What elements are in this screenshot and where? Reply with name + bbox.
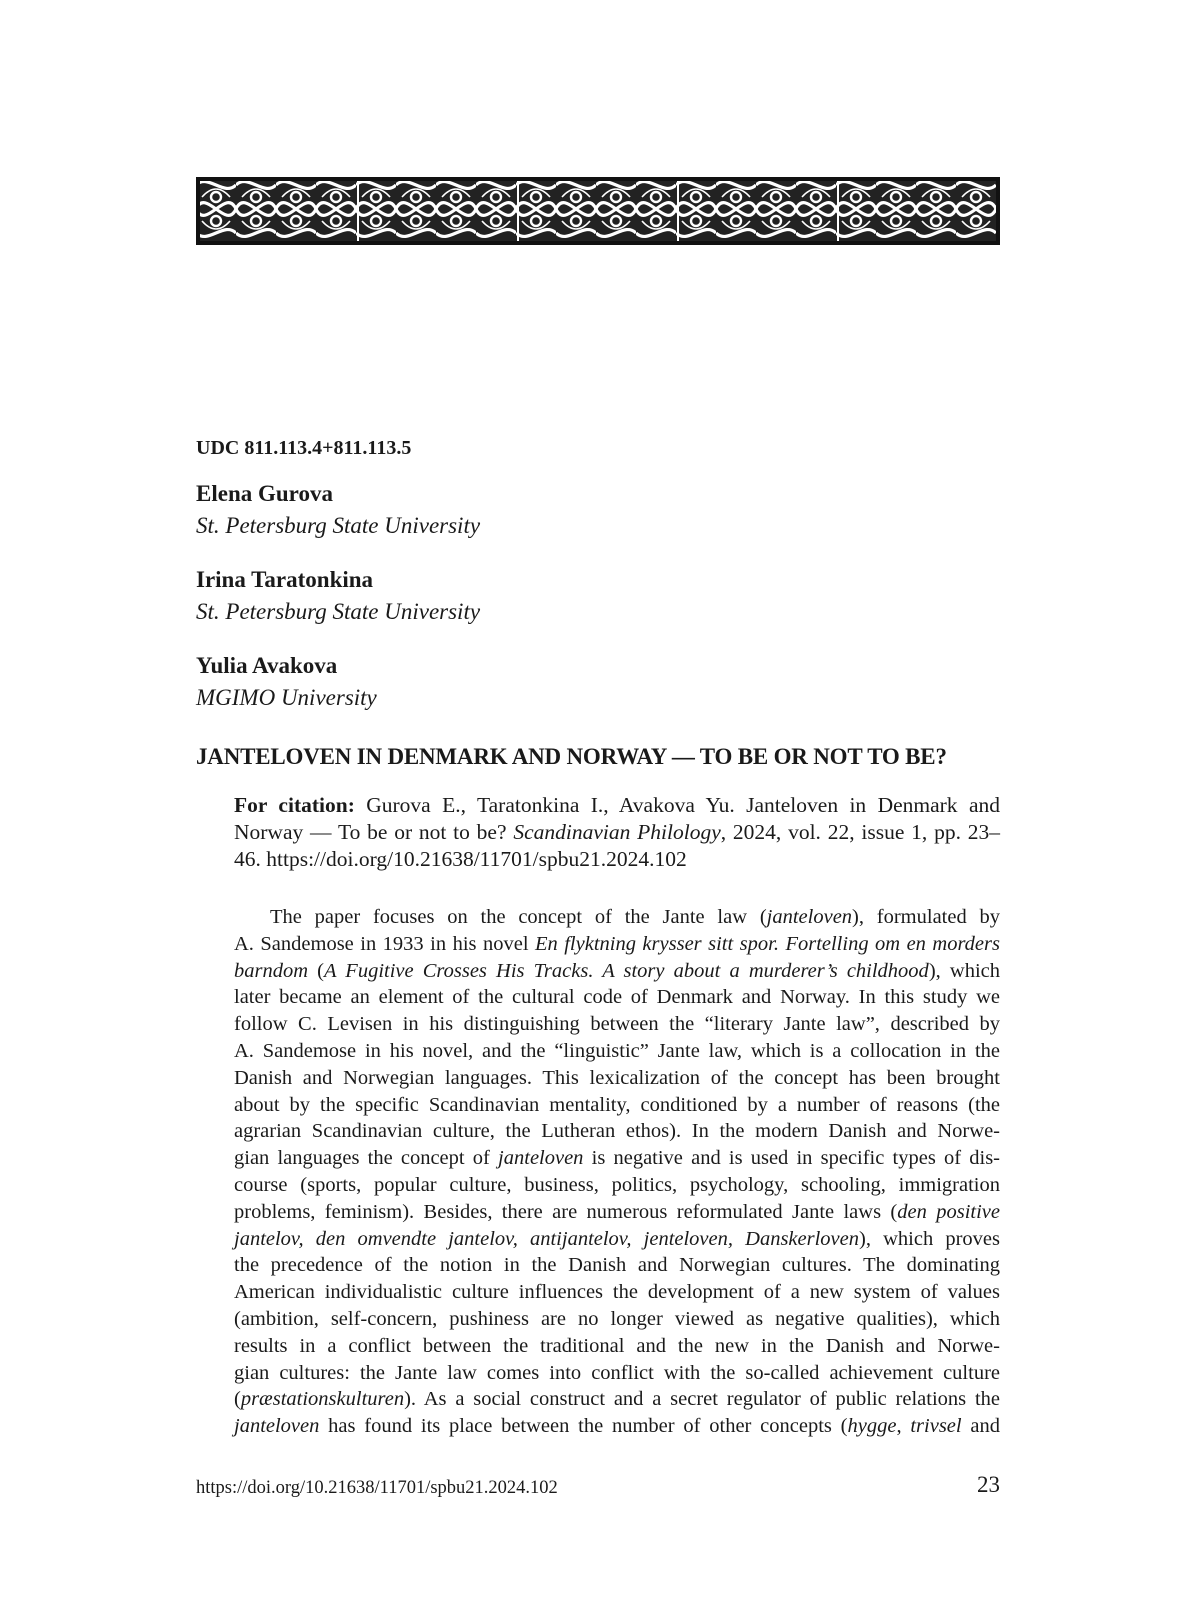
abstract-line: results in a conflict between the traditional and the new in the Danish and Norwe- [234,1334,1000,1357]
abstract-line: A. Sandemose in his novel, and the “linguistic” Jante law, which is a collocation in the [234,1039,1000,1062]
citation-journal: Scandinavian Philology [513,820,721,844]
author-name: Irina Taratonkina [196,567,374,592]
abstract-line: A. Sandemose in 1933 in his novel En flyktning krysser sitt spor. Fortelling om en morders [234,932,1000,955]
author-block [196,564,480,628]
footer-doi-link[interactable]: https://doi.org/10.21638/11701/spbu21.2024.102 [196,1478,558,1498]
celtic-knotwork-band-icon [196,177,1000,245]
udc-code: UDC 811.113.4+811.113.5 [196,437,412,459]
abstract-line: The paper focuses on the concept of the Jante law (janteloven), formulated by [270,906,1000,928]
abstract-line: problems, feminism). Besides, there are numerous reformulated Jante laws (den positive [234,1200,1000,1223]
author-affiliation: MGIMO University [196,685,377,710]
citation-details: , 2024, vol. 22, issue 1, pp. 23–46. https://doi.org/10.21638/11701/spbu21.2024.102 [234,820,1000,871]
abstract-line: jantelov, den omvendte jantelov, antijantelov, jenteloven, Danskerloven), which proves [234,1227,1000,1250]
abstract-line: American individualistic culture influences the development of a new system of values [234,1281,1000,1304]
abstract-line: Danish and Norwegian languages. This lexicalization of the concept has been brought [234,1066,1000,1089]
author-affiliation: St. Petersburg State University [196,599,481,624]
abstract-line: later became an element of the cultural code of Denmark and Norway. In this study we [234,986,1000,1009]
abstract-line: course (sports, popular culture, business, politics, psychology, schooling, immigration [234,1173,1000,1196]
page-number: 23 [977,1472,1000,1497]
abstract [234,904,1000,1440]
abstract-line: janteloven has found its place between the number of other concepts (hygge, trivsel and [234,1415,1000,1438]
abstract-line: (ambition, self-concern, pushiness are no longer viewed as negative qualities), which [234,1307,1000,1330]
author-block [196,650,377,714]
abstract-line: follow C. Levisen in his distinguishing between the “literary Jante law”, described by [234,1013,1000,1036]
abstract-line: the precedence of the notion in the Danish and Norwegian cultures. The dominating [234,1254,1000,1277]
abstract-line: gian cultures: the Jante law comes into conflict with the so-called achievement culture [234,1361,1000,1384]
article-title: JANTELOVEN IN DENMARK AND NORWAY — TO BE OR NOT TO BE? [196,744,947,769]
abstract-line: about by the specific Scandinavian mentality, conditioned by a number of reasons (the [234,1093,1000,1116]
author-affiliation: St. Petersburg State University [196,513,481,538]
citation-authors: Gurova E., Taratonkina I., Avakova Yu. Janteloven in Denmark and Norway — To be or not to be? [234,793,1000,844]
abstract-line: (præstationskulturen). As a social construct and a secret regulator of public relations the [234,1388,1000,1411]
author-name: Elena Gurova [196,481,333,506]
citation-label: For citation: [234,793,355,817]
abstract-line: agrarian Scandinavian culture, the Lutheran ethos). In the modern Danish and Norwe- [234,1120,1000,1143]
abstract-line: gian languages the concept of janteloven is negative and is used in specific types of dis- [234,1147,1000,1170]
author-name: Yulia Avakova [196,653,338,678]
author-block [196,478,480,542]
citation-block [234,792,1000,873]
abstract-line: barndom (A Fugitive Crosses His Tracks. A story about a murderer’s childhood), which [234,959,1000,982]
